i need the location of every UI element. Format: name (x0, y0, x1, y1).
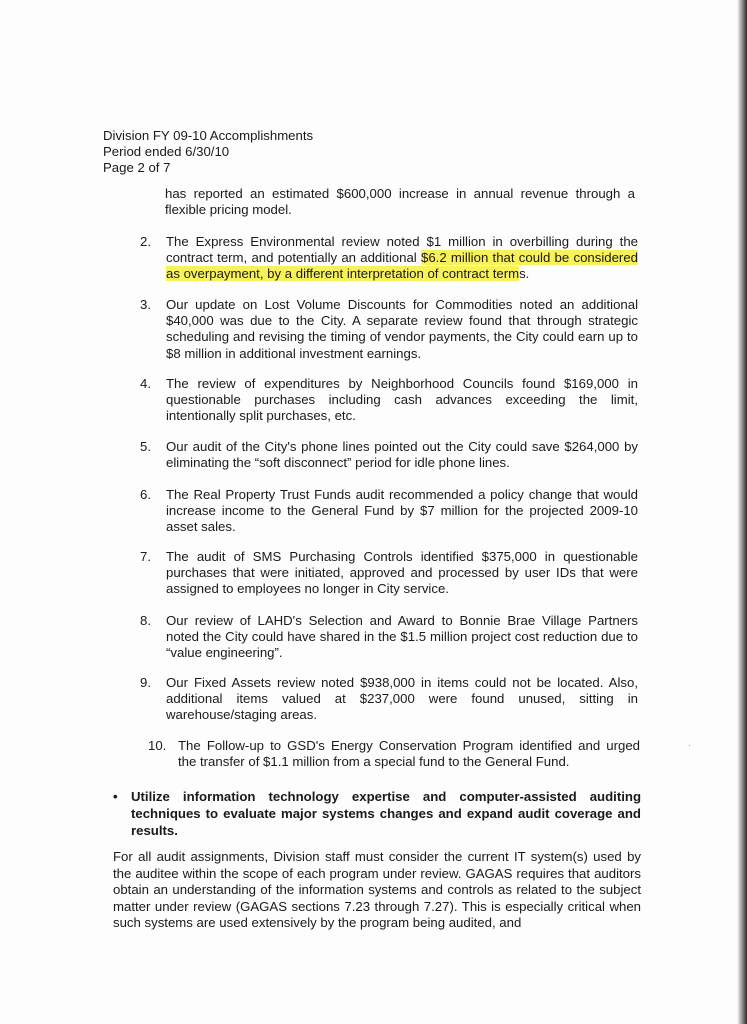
list-item-text: Our Fixed Assets review noted $938,000 in items could not be located. Also, additional items valued at $237,000 were found unused, sitting in warehouse/staging areas. (166, 675, 638, 723)
scan-edge-shadow (737, 0, 747, 1024)
list-item-number: 5. (140, 439, 151, 454)
header-period: Period ended 6/30/10 (103, 144, 230, 159)
list-item-number: 2. (140, 234, 151, 249)
list-item-number: 9. (140, 675, 151, 690)
highlighted-text: $6.2 million that could be considered as overpayment, by a different interpretation of contract term (166, 250, 638, 282)
list-item-text-end: s. (519, 266, 530, 282)
body-paragraph: For all audit assignments, Division staff must consider the current IT system(s) used by the auditee within the scope of each program under review. GAGAS requires that auditors obtain an understanding of the information systems and controls as related to the subject matter under review (GAGAS sections 7.23 through 7.27). This is especially critical when such systems are used extensively by the program being audited, and (113, 849, 641, 931)
list-item-text: Our update on Lost Volume Discounts for Commodities noted an additional $40,000 was due to the City. A separate review found that through strategic scheduling and revising the timing of vendor payments, the City could earn up to $8 million in additional investment earnings. (166, 297, 638, 361)
list-item-number: 8. (140, 613, 151, 628)
header-division: Division FY 09-10 Accomplishments (103, 128, 314, 143)
scan-speck: · (688, 740, 691, 750)
continued-item-text: has reported an estimated $600,000 increase in annual revenue through a flexible pricing model. (165, 186, 635, 218)
list-item-number: 6. (140, 487, 151, 502)
list-item-text: Our audit of the City's phone lines pointed out the City could save $264,000 by eliminating the “soft disconnect” period for idle phone lines. (166, 439, 638, 471)
list-item-text-start: The Express Environmental review noted $1 million in overbilling during the contract term, and potentially an additional (166, 234, 638, 266)
list-item-number: 4. (140, 376, 151, 391)
list-item-text: Our review of LAHD's Selection and Award to Bonnie Brae Village Partners noted the City could have shared in the $1.5 million project cost reduction due to “value engineering”. (166, 613, 638, 661)
list-item-number: 3. (140, 297, 151, 312)
list-item-text: The audit of SMS Purchasing Controls identified $375,000 in questionable purchases that were initiated, approved and processed by user IDs that were assigned to employees no longer in City service. (166, 549, 638, 597)
list-item-text: The Follow-up to GSD's Energy Conservation Program identified and urged the transfer of $1.1 million from a special fund to the General Fund. (178, 738, 640, 770)
list-item-text: The Real Property Trust Funds audit recommended a policy change that would increase income to the General Fund by $7 million for the projected 2009-10 asset sales. (166, 487, 638, 535)
list-item-number: 7. (140, 549, 151, 564)
list-item-text: The review of expenditures by Neighborhood Councils found $169,000 in questionable purchases including cash advances exceeding the limit, intentionally split purchases, etc. (166, 376, 638, 424)
header-page-number: Page 2 of 7 (103, 160, 171, 175)
objective-heading: Utilize information technology expertise and computer-assisted auditing techniques to evaluate major systems changes and expand audit coverage and results. (131, 789, 641, 838)
list-item-text (166, 234, 638, 283)
page-header (103, 128, 313, 176)
list-item-number: 10. (148, 738, 167, 753)
bullet-symbol: • (113, 789, 118, 804)
